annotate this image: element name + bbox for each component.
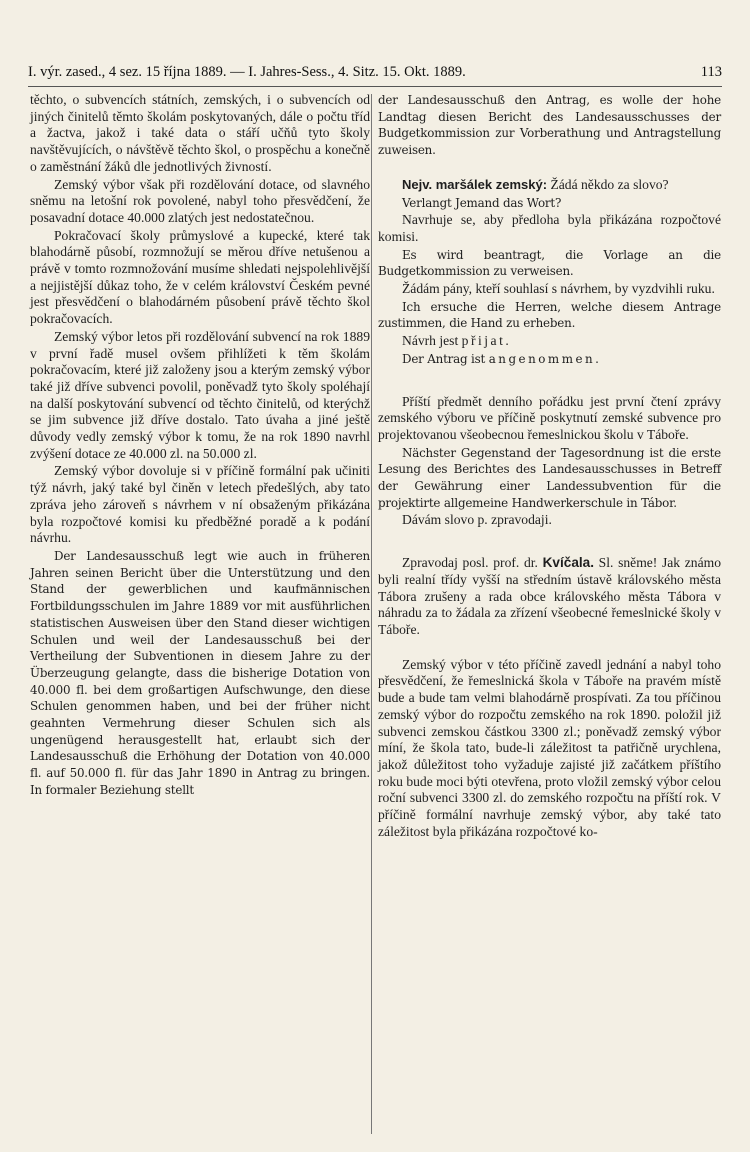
result-paragraph-german <box>378 351 721 368</box>
right-column <box>378 92 721 841</box>
rapporteur-paragraph <box>378 555 721 639</box>
result-prefix: Návrh jest <box>402 333 459 349</box>
paragraph: Zemský výbor letos při rozdělování subvencí na rok 1889 v první řadě musel ovšem přihlížeti k těm školám pokračovacím, které již založeny jsou a kterým zemský výbor také již dříve subvenci povolil, poněvadž tyto školy spoléhají na další poskytování subvencí od těchto činitelů, od kterýchž se jim subvence již dříve dostalo. Tato úvaha a jiné ještě důvody vedly zemský výbor k tomu, že na rok 1890 navrhl zvýšení dotace ze 40.000 zl. na 50.000 zl. <box>30 328 370 461</box>
paragraph: Dávám slovo p. zpravodaji. <box>402 512 552 528</box>
paragraph-german: Der Landesausschuß legt wie auch in früheren Jahren seinen Bericht über die Unterstützung und den Stand der gewerblichen und kaufmännischen Fortbildungsschulen im Jahre 1889 vor mit ausführlichen statistischen Ausweisen über den Stand dieser wichtigen Schulen und weil der Landesausschuß bei der Vertheilung der Subventionen in diesem Jahre zu der Überzeugung gelangte, dass die bisherige Dotation von 40.000 fl. bei dem großartigen Aufschwunge, den diese Schulen genommen haben, und bei der früher nicht geahnten Vermehrung dieser Schulen sich als ungenügend herausgestellt hat, erlaubt sich der Landesausschuß die Erhöhung der Dotation von 40.000 fl. auf 50.000 fl. für das Jahr 1890 in Antrag zu bringen. In formaler Beziehung stellt <box>30 548 370 797</box>
paragraph: Pokračovací školy průmyslové a kupecké, které tak blahodárně působí, rozmnožují se měrou dříve netušenou a právě v tomto rozmnožování musíme shledati nejspolehlivější a nejjistější důkaz toho, že v celém království Českém pevné jest přesvědčení o blahodárném působení právě těchto škol pokračovacích. <box>30 227 370 327</box>
speaker-name: Nejv. maršálek zemský: <box>402 176 548 192</box>
result-word: přijat. <box>461 333 512 349</box>
paragraph-german: Ich ersuche die Herren, welche diesem Antrage zustimmen, die Hand zu erheben. <box>378 299 721 331</box>
running-header <box>28 64 722 81</box>
speaker-text: Žádá někdo za slovo? <box>550 176 669 192</box>
rapporteur-name: Kvíčala. <box>542 555 594 571</box>
rapporteur-title: Zpravodaj posl. prof. dr. <box>402 555 538 571</box>
paragraph: Zemský výbor dovoluje si v příčině formální pak učiniti týž návrh, jaký také byl činěn v letech předešlých, aby tato zpráva jeho zároveň s návrhem v ní obsaženým přikázána byla rozpočtové komisi ku předběžné poradě a k podání návrhu. <box>30 463 370 546</box>
paragraph: Zemský výbor v této příčině zavedl jednání a nabyl toho přesvědčení, že řemeslnická škola v Táboře na pravém místě bude a bude tam velmi blahodárně prospívati. Za tou příčinou zemský výbor do rozpočtu zemského na rok 1890. položil již subvenci zemskou částkou 3300 zl.; poněvadž zemský výbor míní, že škola tato, bude-li záležitost ta patřičně urychlena, jakož důležitost toho vyžaduje zajisté již začátkem příštího roku bude moci býti otevřena, proto vložil zemský výbor celou roční subvenci 3300 zl. do zemského rozpočtu na příští rok. V příčině formální navrhuje zemský výbor, aby také tato záležitost byla přikázána rozpočtové ko- <box>378 656 721 839</box>
paragraph-german: Es wird beantragt, die Vorlage an die Budgetkommission zu verweisen. <box>378 247 721 279</box>
paragraph: Navrhuje se, aby předloha byla přikázána rozpočtové komisi. <box>378 212 721 244</box>
left-column <box>30 92 370 800</box>
paragraph-german: Verlangt Jemand das Wort? <box>402 195 562 210</box>
rapporteur-text: Sl. sněme! Jak známo byli realní třídy vyšší na středním ústavě královského města Tábora zrušeny a rada obce královského města Tábora v náhradu za to žádala za zřízení všeobecné řemeslnické školy v Táboře. <box>378 555 722 637</box>
paragraph: Žádám pány, kteří souhlasí s návrhem, by vyzdvihli ruku. <box>402 281 715 297</box>
header-title: I. výr. zased., 4 sez. 15 října 1889. — I. Jahres-Sess., 4. Sitz. 15. Okt. 1889. <box>28 64 466 80</box>
page-number: 113 <box>700 64 722 80</box>
column-divider <box>371 94 372 1134</box>
result-prefix: Der Antrag ist <box>402 351 486 366</box>
paragraph: Příští předmět denního pořádku jest první čtení zprávy zemského výboru ve příčině poskytnutí zemské subvence pro projektovanou všeobecnou řemeslnickou školu v Táboře. <box>378 393 721 442</box>
paragraph: Zemský výbor však při rozdělování dotace, od slavného sněmu na letošní rok povolené, nabyl toho přesvědčení, že posavadní dotace 40.000 zlatých jest nedostatečnou. <box>30 176 370 225</box>
result-word: angenommen. <box>488 351 602 366</box>
paragraph: těchto, o subvencích státních, zemských, i o subvencích od jiných činitelů těmto školám poskytovaných, dále o počtu tříd a žactva, jakož i také data o stáří učňů tyto školy navštěvujících, o návštěvě těchto škol, o prospěchu a konečně o zaměstnání žáků dle jednotlivých živností. <box>30 92 370 174</box>
speaker-paragraph <box>378 177 721 194</box>
header-rule <box>28 86 722 87</box>
paragraph-german: der Landesausschuß den Antrag, es wolle der hohe Landtag diesen Bericht des Landesausschusses der Budgetkommission zur Vorberathung und Antragstellung zuweisen. <box>378 93 721 158</box>
result-paragraph <box>378 333 721 350</box>
paragraph-german: Nächster Gegenstand der Tagesordnung ist die erste Lesung des Berichtes des Landesausschusses in Betreff der Gewährung einer Landessubvention für die projektirte allgemeine Handwerkerschule in Tábor. <box>378 445 721 510</box>
